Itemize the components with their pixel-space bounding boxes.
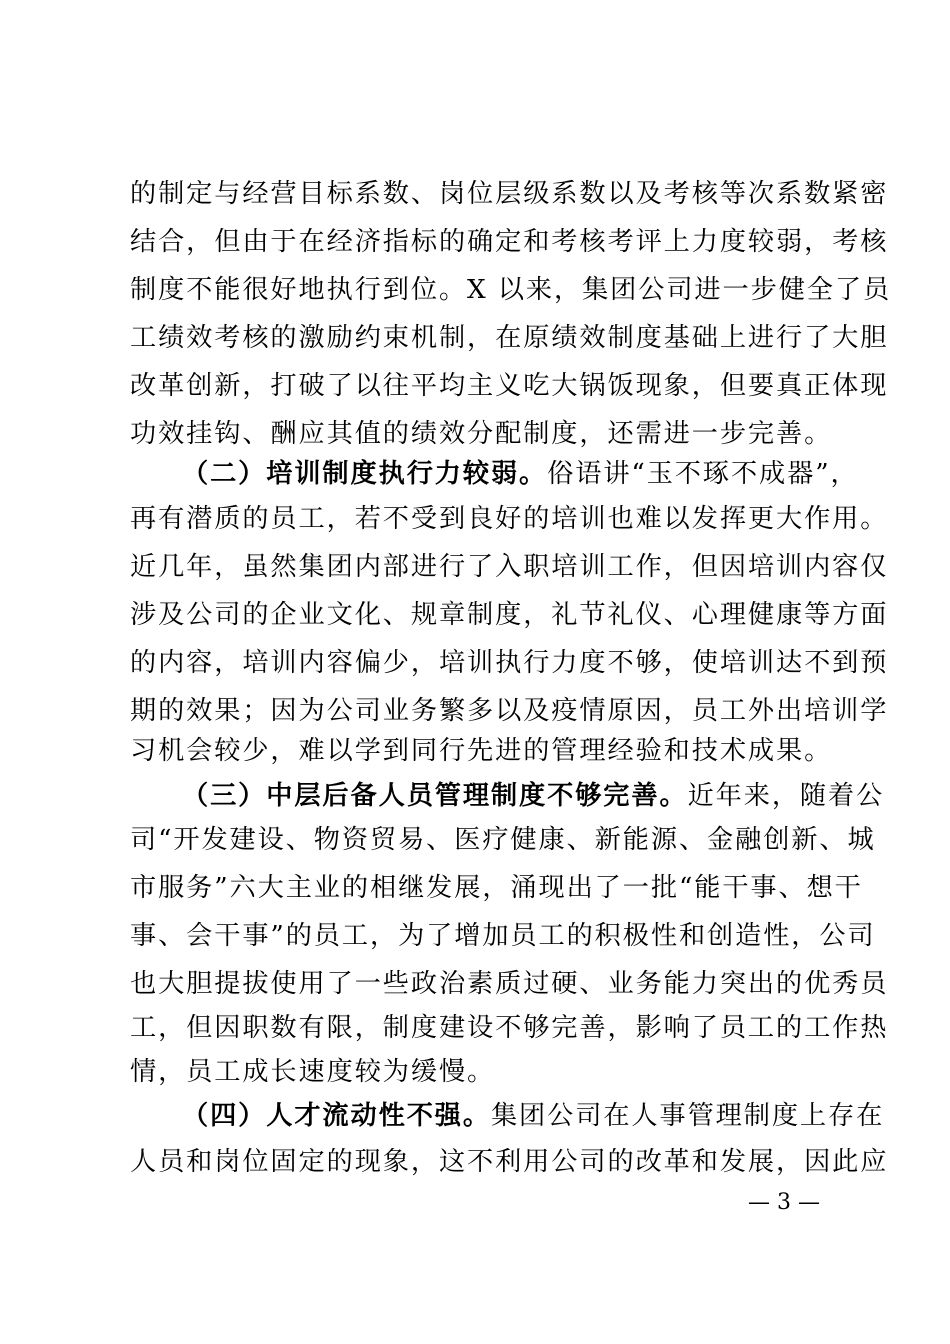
section-4-first-line: [182, 1092, 885, 1140]
paragraph-line: 工绩效考核的激励约束机制，在原绩效制度基础上进行了大胆: [130, 323, 889, 353]
page-number: — 3 —: [748, 1190, 820, 1215]
paragraph-line: 工，但因职数有限，制度建设不够完善，影响了员工的工作热: [130, 1013, 889, 1043]
paragraph-line: 功效挂钩、酬应其值的绩效分配制度，还需进一步完善。: [130, 419, 833, 449]
paragraph-line: 也大胆提拔使用了一些政治素质过硬、业务能力突出的优秀员: [130, 969, 889, 999]
section-4-heading: （四）人才流动性不强。: [182, 1100, 491, 1131]
section-2-heading: （二）培训制度执行力较弱。: [182, 458, 548, 489]
paragraph-line: 习机会较少，难以学到同行先进的管理经验和技术成果。: [130, 736, 833, 766]
section-3-text: 近年来，随着公: [687, 781, 885, 811]
paragraph-line: 制度不能很好地执行到位。X 以来，集团公司进一步健全了员: [130, 275, 892, 305]
paragraph-line: 近几年，虽然集团内部进行了入职培训工作，但因培训内容仅: [130, 552, 889, 582]
paragraph-line: 的制定与经营目标系数、岗位层级系数以及考核等次系数紧密: [130, 179, 889, 209]
section-3-first-line: [182, 772, 885, 820]
paragraph-line: 结合，但由于在经济指标的确定和考核考评上力度较弱，考核: [130, 227, 889, 257]
section-4-text: 集团公司在人事管理制度上存在: [490, 1101, 885, 1131]
paragraph-line: 人员和岗位固定的现象，这不利用公司的改革和发展，因此应: [130, 1147, 889, 1177]
paragraph-line: 再有潜质的员工，若不受到良好的培训也难以发挥更大作用。: [130, 504, 889, 534]
section-3-heading: （三）中层后备人员管理制度不够完善。: [182, 780, 688, 811]
paragraph-line: 改革创新，打破了以往平均主义吃大锅饭现象，但要真正体现: [130, 371, 889, 401]
paragraph-line: 期的效果；因为公司业务繁多以及疫情原因，员工外出培训学: [130, 696, 889, 726]
paragraph-line: 情，员工成长速度较为缓慢。: [130, 1057, 496, 1087]
paragraph-line: 市服务”六大主业的相继发展，涌现出了一批“能干事、想干: [130, 873, 863, 903]
section-2-first-line: [182, 450, 859, 498]
paragraph-line: 涉及公司的企业文化、规章制度，礼节礼仪、心理健康等方面: [130, 600, 889, 630]
paragraph-line: 的内容，培训内容偏少，培训执行力度不够，使培训达不到预: [130, 648, 889, 678]
paragraph-line: 司“开发建设、物资贸易、医疗健康、新能源、金融创新、城: [130, 825, 876, 855]
paragraph-line: 事、会干事”的员工，为了增加员工的积极性和创造性，公司: [130, 921, 876, 951]
section-2-text: 俗语讲“玉不琢不成器”，: [547, 459, 859, 489]
